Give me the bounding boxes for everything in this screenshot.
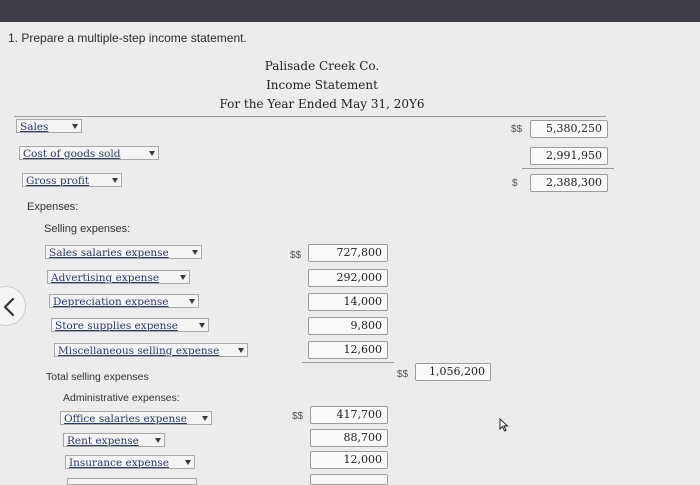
chevron-down-icon <box>199 323 205 328</box>
mouse-cursor-icon <box>499 418 509 432</box>
expenses-heading: Expenses: <box>27 201 79 213</box>
selling-amount-input[interactable]: 292,000 <box>308 269 388 287</box>
selling-amount-input[interactable]: 14,000 <box>308 293 388 311</box>
selling-item-dropdown[interactable] <box>51 318 209 332</box>
administrative-expenses-heading: Administrative expenses: <box>63 392 180 404</box>
browser-top-bar <box>0 0 700 22</box>
statement-period: For the Year Ended May 31, 20Y6 <box>219 97 425 111</box>
chevron-down-icon <box>112 178 118 183</box>
chevron-down-icon <box>185 460 191 465</box>
admin-amount-input[interactable]: 88,700 <box>310 429 388 447</box>
admin-amount-input[interactable]: 12,000 <box>310 451 388 469</box>
selling-item-label: Sales salaries expense <box>49 247 169 259</box>
gross-profit-dropdown[interactable] <box>22 173 122 187</box>
cogs-amount-input[interactable]: 2,991,950 <box>530 147 608 165</box>
chevron-down-icon <box>72 124 78 129</box>
admin-amount-input[interactable]: 417,700 <box>310 406 388 424</box>
selling-item-label: Miscellaneous selling expense <box>58 345 220 357</box>
selling-item-dropdown[interactable] <box>49 294 199 308</box>
selling-item-dropdown[interactable] <box>54 343 248 357</box>
company-name: Palisade Creek Co. <box>264 59 380 73</box>
chevron-down-icon <box>238 348 244 353</box>
total-selling-currency: $$ <box>397 369 409 380</box>
admin-amount-input-partial[interactable] <box>310 474 388 485</box>
admin-item-dropdown[interactable] <box>60 411 212 425</box>
selling-item-label: Advertising expense <box>51 272 160 284</box>
chevron-down-icon <box>155 438 161 443</box>
selling-expenses-heading: Selling expenses: <box>44 223 131 235</box>
chevron-down-icon <box>180 275 186 280</box>
selling-amount-input[interactable]: 9,800 <box>308 317 388 335</box>
sales-dropdown[interactable] <box>16 119 82 133</box>
selling-item-label: Store supplies expense <box>55 320 178 332</box>
admin-item-label: Insurance expense <box>69 457 169 469</box>
chevron-down-icon <box>149 151 155 156</box>
chevron-left-icon <box>2 297 16 317</box>
statement-title: Income Statement <box>266 78 378 92</box>
selling-amount-input[interactable]: 12,600 <box>308 341 388 359</box>
admin-item-dropdown[interactable] <box>63 433 165 447</box>
header-rule <box>14 116 606 117</box>
selling-item-dropdown[interactable] <box>45 245 202 259</box>
total-selling-label: Total selling expenses <box>46 371 149 383</box>
gross-currency: $ <box>512 178 518 189</box>
question-text: 1. Prepare a multiple-step income statement. <box>8 31 247 45</box>
selling-currency: $$ <box>290 250 302 261</box>
admin-item-label: Office salaries expense <box>64 413 187 425</box>
sales-currency: $$ <box>511 124 523 135</box>
admin-currency: $$ <box>292 411 304 422</box>
sales-label: Sales <box>20 121 49 133</box>
admin-item-label: Rent expense <box>67 435 139 447</box>
admin-item-dropdown-partial[interactable] <box>67 478 197 485</box>
sales-amount-input[interactable]: 5,380,250 <box>530 120 608 138</box>
chevron-down-icon <box>202 416 208 421</box>
total-selling-amount-input[interactable]: 1,056,200 <box>415 363 491 381</box>
admin-item-dropdown[interactable] <box>65 455 195 469</box>
chevron-down-icon <box>192 250 198 255</box>
selling-amount-input[interactable]: 727,800 <box>308 244 388 262</box>
gross-rule <box>522 168 614 169</box>
selling-item-label: Depreciation expense <box>53 296 169 308</box>
gross-profit-label: Gross profit <box>26 175 90 187</box>
cogs-label: Cost of goods sold <box>23 148 121 160</box>
cogs-dropdown[interactable] <box>19 146 159 160</box>
selling-total-rule <box>302 362 394 363</box>
gross-profit-amount-input[interactable]: 2,388,300 <box>530 174 608 192</box>
selling-item-dropdown[interactable] <box>47 270 190 284</box>
chevron-down-icon <box>189 299 195 304</box>
